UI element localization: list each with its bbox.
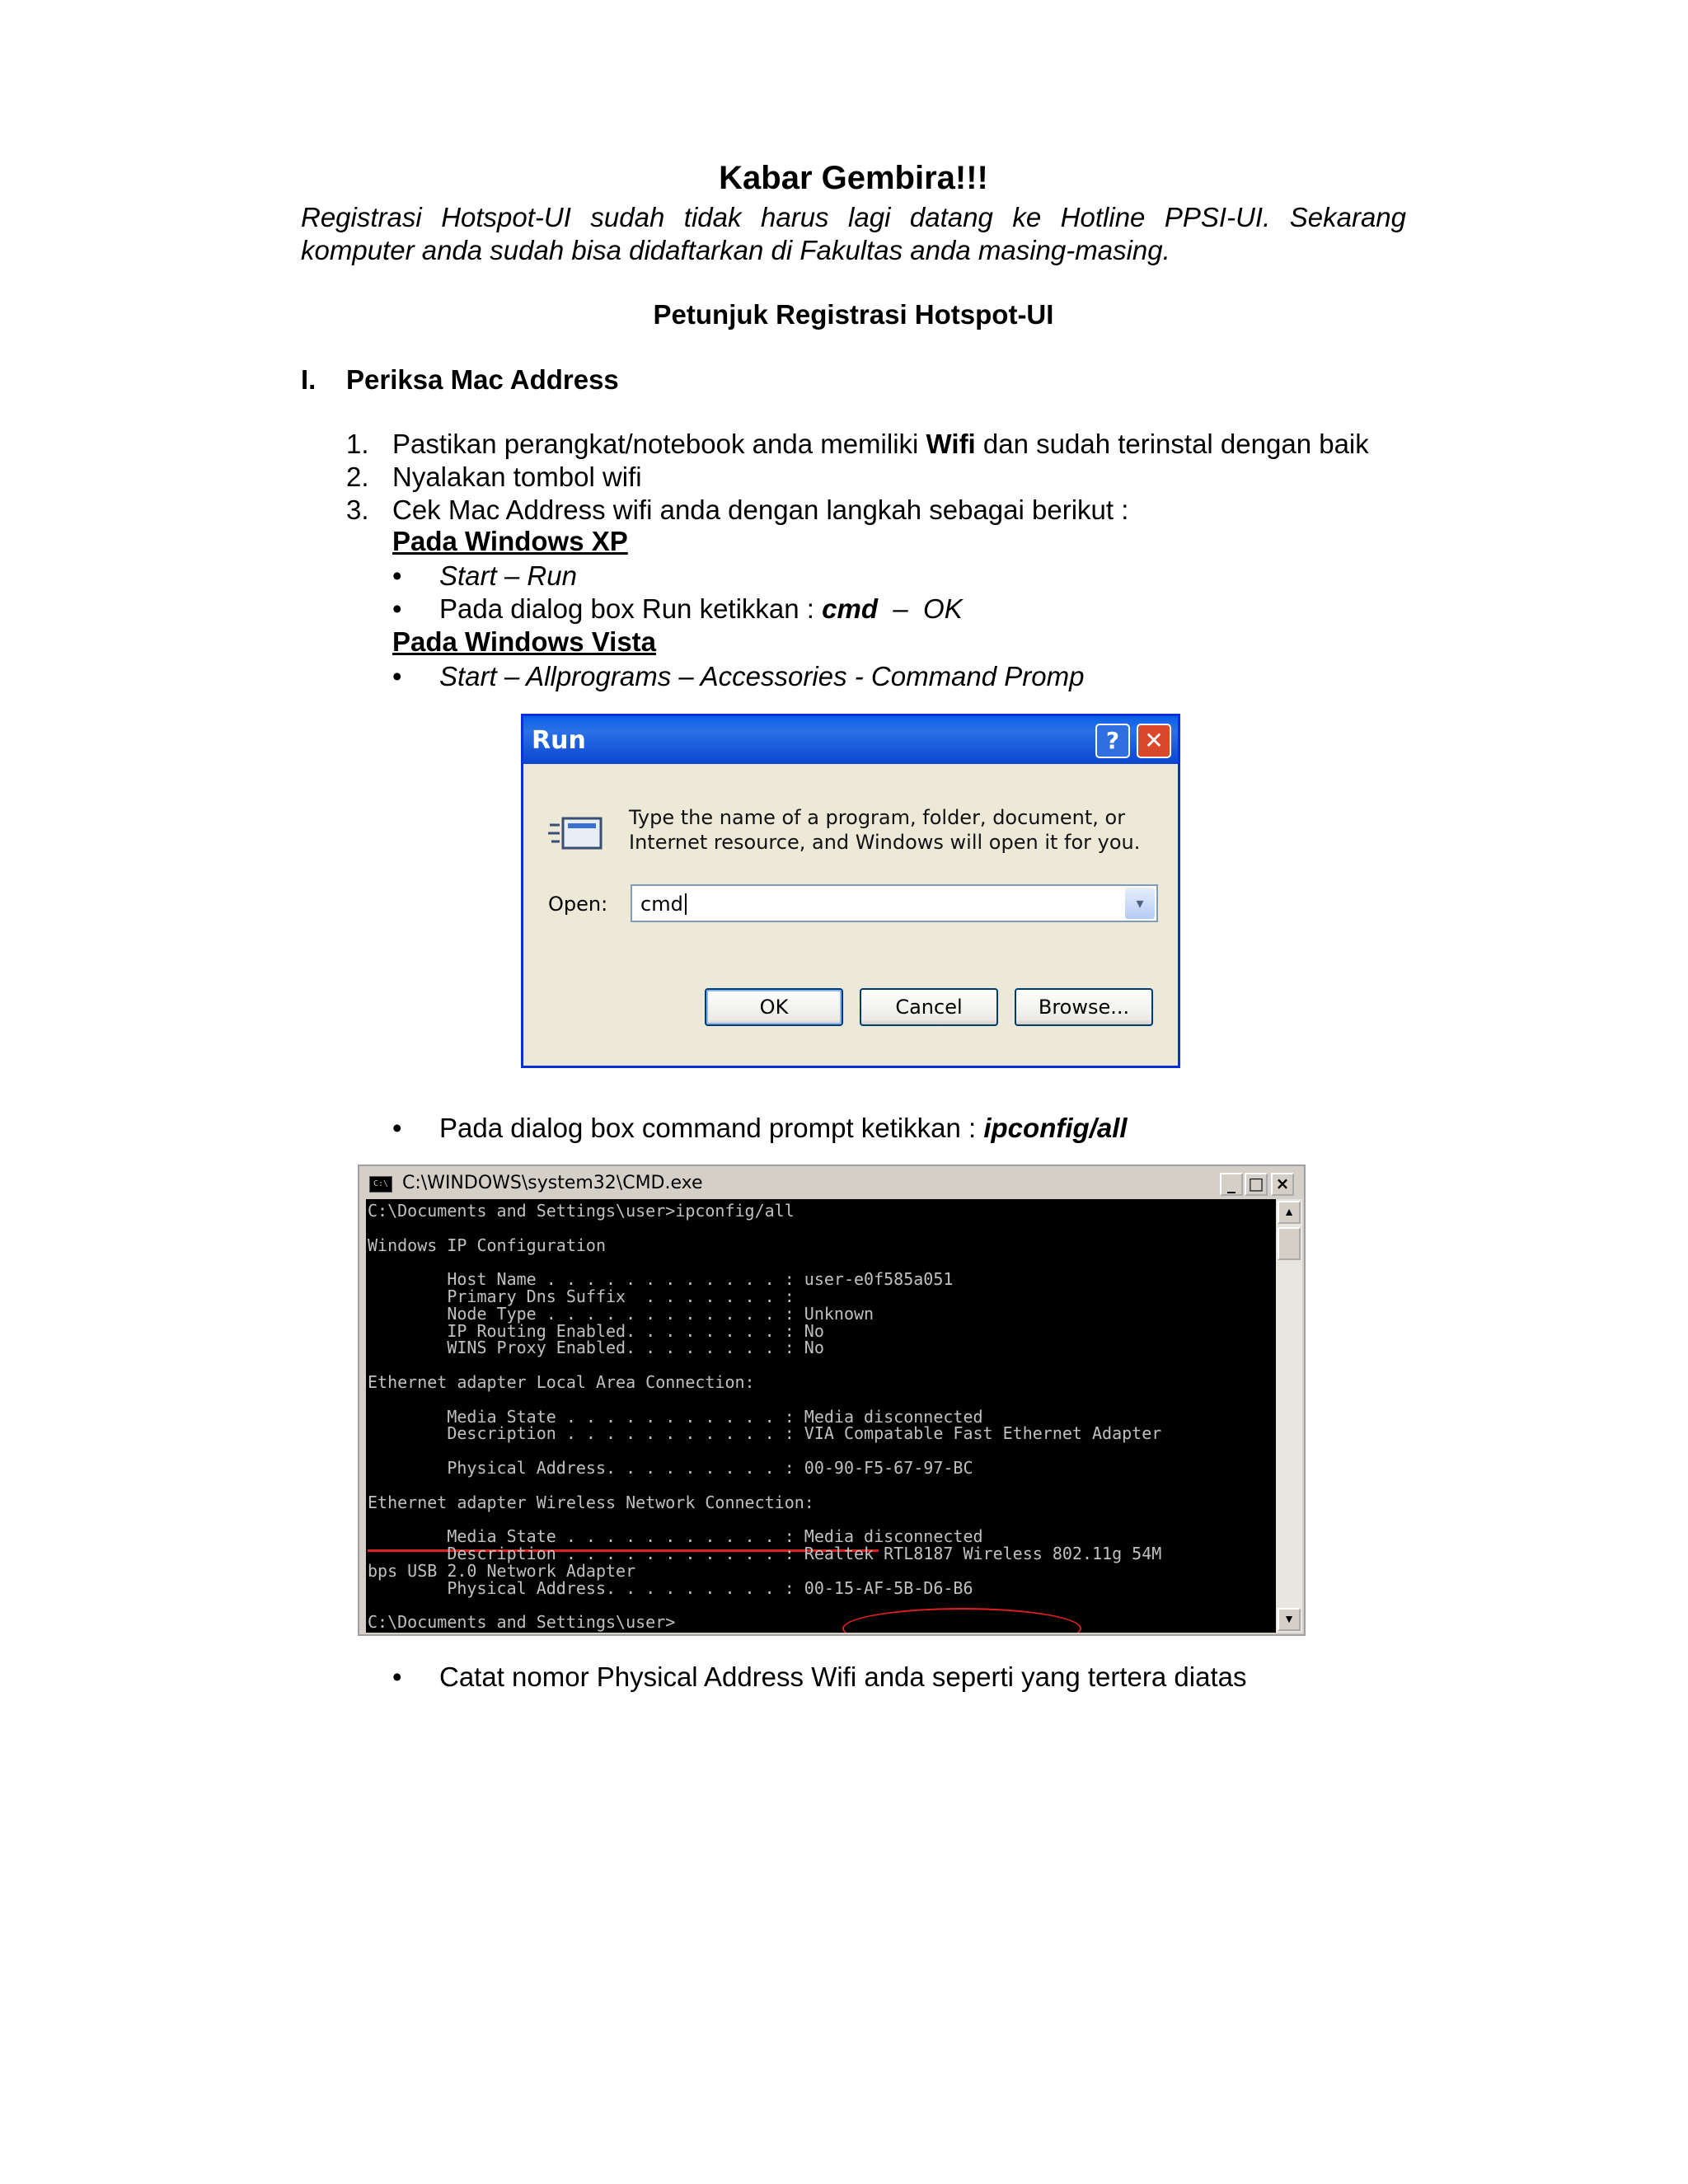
console-line: Physical Address. . . . . . . . . : 00-90-F5-67-97-BC: [368, 1458, 973, 1478]
chevron-down-icon[interactable]: ▾: [1125, 888, 1155, 919]
browse-button[interactable]: Browse...: [1015, 988, 1153, 1026]
scroll-thumb[interactable]: [1278, 1227, 1301, 1260]
open-input-value[interactable]: cmd: [640, 893, 687, 916]
maximize-button[interactable]: □: [1245, 1173, 1268, 1196]
run-dialog: [521, 714, 1180, 1068]
bullet: •: [392, 661, 402, 691]
run-desc-line-1: Type the name of a program, folder, document, or: [629, 806, 1126, 829]
step-number: 2.: [346, 462, 369, 492]
xp-bullet-2-pre: Pada dialog box Run ketikkan :: [439, 593, 823, 624]
xp-bullet-2-bold: cmd: [822, 593, 878, 624]
step-1-pre: Pastikan perangkat/notebook anda memiliki: [392, 429, 926, 459]
console-icon: C:\: [369, 1176, 392, 1193]
doc-title: Kabar Gembira!!!: [719, 160, 988, 196]
intro-paragraph: [301, 201, 1406, 267]
bullet: •: [392, 560, 402, 591]
highlight-ellipse: [842, 1608, 1081, 1633]
step-2-text: Nyalakan tombol wifi: [392, 462, 642, 492]
step-1-bold: Wifi: [926, 429, 976, 459]
scroll-down-button[interactable]: ▼: [1278, 1608, 1301, 1631]
minimize-button[interactable]: _: [1220, 1173, 1243, 1196]
open-combobox[interactable]: [631, 884, 1158, 922]
console-line: Primary Dns Suffix . . . . . . . :: [368, 1286, 795, 1306]
run-title: Run: [532, 726, 586, 755]
console-output[interactable]: [366, 1199, 1276, 1633]
run-desc-line-2: Internet resource, and Windows will open it for you.: [629, 831, 1141, 854]
console-line: Media State . . . . . . . . . . . : Media disconnected: [368, 1526, 983, 1547]
console-line: Host Name . . . . . . . . . . . . : user-e0f585a051: [368, 1269, 954, 1290]
console-line: Ethernet adapter Wireless Network Connection:: [368, 1492, 814, 1512]
intro-line-1: Registrasi Hotspot-UI sudah tidak harus lagi datang ke Hotline PPSI-UI. Sekarang: [301, 202, 1406, 232]
vertical-scrollbar[interactable]: [1276, 1199, 1302, 1633]
run-program-icon: [548, 813, 604, 855]
console-line: Ethernet adapter Local Area Connection:: [368, 1372, 755, 1392]
final-bullet: Catat nomor Physical Address Wifi anda seperti yang tertera diatas: [439, 1661, 1247, 1692]
cmd-bullet-pre: Pada dialog box command prompt ketikkan :: [439, 1113, 984, 1143]
console-line: bps USB 2.0 Network Adapter: [368, 1560, 636, 1581]
close-button[interactable]: ×: [1271, 1173, 1294, 1196]
cmd-title-bar: [361, 1168, 1302, 1197]
console-line: Windows IP Configuration: [368, 1235, 606, 1255]
step-number: 3.: [346, 494, 369, 525]
section-number: I.: [301, 364, 316, 395]
xp-bullet-2: [439, 593, 963, 625]
console-line: Media State . . . . . . . . . . . : Media disconnected: [368, 1406, 983, 1427]
open-label: Open:: [548, 893, 608, 916]
step-1-post: dan sudah terinstal dengan baik: [975, 429, 1369, 459]
console-line: Description . . . . . . . . . . . : Realtek RTL8187 Wireless 802.11g 54M: [368, 1544, 1162, 1563]
xp-bullet-2-post: – OK: [878, 593, 963, 624]
scroll-up-button[interactable]: ▲: [1278, 1201, 1301, 1224]
cmd-bullet: [439, 1113, 1128, 1144]
cmd-title: C:\WINDOWS\system32\CMD.exe: [402, 1173, 703, 1193]
step-number: 1.: [346, 429, 369, 459]
intro-line-2: komputer anda sudah bisa didaftarkan di Fakultas anda masing-masing.: [301, 235, 1170, 265]
bullet: •: [392, 1661, 402, 1692]
console-line: Node Type . . . . . . . . . . . . : Unknown: [368, 1303, 874, 1324]
console-line: C:\Documents and Settings\user>ipconfig/all: [368, 1201, 795, 1221]
cancel-button[interactable]: Cancel: [860, 988, 998, 1026]
bullet: •: [392, 1113, 402, 1143]
console-line: Description . . . . . . . . . . . : VIA Compatable Fast Ethernet Adapter: [368, 1423, 1162, 1444]
run-title-bar: [523, 716, 1178, 764]
ok-button[interactable]: OK: [705, 988, 843, 1026]
close-button[interactable]: ✕: [1137, 724, 1171, 758]
windows-xp-heading: Pada Windows XP: [392, 526, 628, 556]
run-description: [629, 805, 1140, 855]
console-line: Physical Address. . . . . . . . . : 00-15-AF-5B-D6-B6: [368, 1577, 973, 1598]
help-button[interactable]: ?: [1095, 724, 1130, 758]
section-title: Periksa Mac Address: [346, 364, 619, 395]
step-3-text: Cek Mac Address wifi anda dengan langkah sebagai berikut :: [392, 494, 1129, 525]
subtitle: Petunjuk Registrasi Hotspot-UI: [653, 299, 1054, 330]
console-line: IP Routing Enabled. . . . . . . . : No: [368, 1320, 824, 1341]
console-line: WINS Proxy Enabled. . . . . . . . : No: [368, 1338, 824, 1358]
xp-bullet-1: Start – Run: [439, 560, 577, 591]
step-1-text: [392, 429, 1369, 460]
console-line: C:\Documents and Settings\user>: [368, 1612, 676, 1633]
cmd-bullet-bold: ipconfig/all: [983, 1113, 1128, 1143]
vista-bullet-1: Start – Allprograms – Accessories - Command Promp: [439, 661, 1085, 691]
bullet: •: [392, 593, 402, 624]
cmd-window: [358, 1165, 1306, 1636]
windows-vista-heading: Pada Windows Vista: [392, 626, 657, 657]
